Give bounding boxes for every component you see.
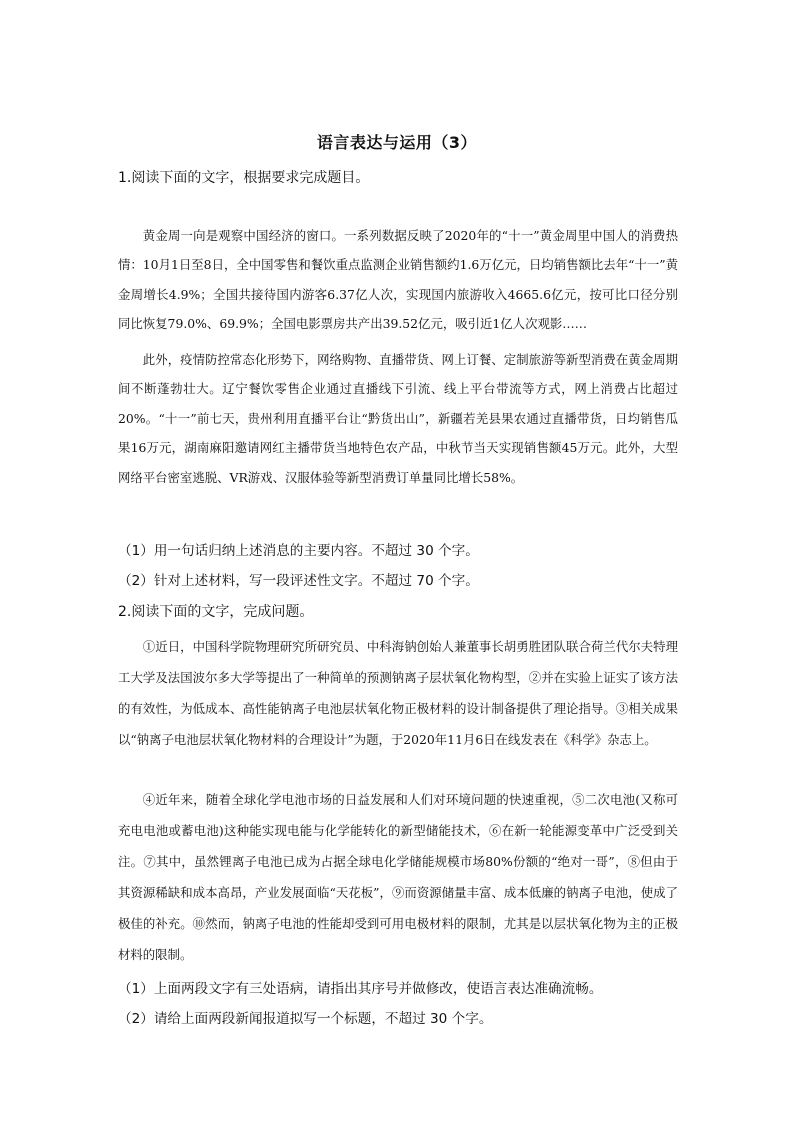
question-1-heading: 1.阅读下面的文字，根据要求完成题目。 <box>118 170 370 186</box>
question-2-paragraph-1: ①近日，中国科学院物理研究所研究员、中科海钠创始人兼董事长胡勇胜团队联合荷兰代尔夫特理工大学及法国波尔多大学等提出了一种简单的预测钠离子层状氧化物构型，②并在实验上证实了该方法的有效性，为低成本、高性能钠离子电池层状氧化物正极材料的设计制备提供了理论指导。③相关成果以“钠离子电池层状氧化物材料的合理设计”为题，于2020年11月6日在线发表在《科学》杂志上。 <box>118 639 678 747</box>
question-2-heading: 2.阅读下面的文字，完成问题。 <box>118 604 314 620</box>
question-1-subquestion-1: （1）用一句话归纳上述消息的主要内容。不超过 30 个字。 <box>118 543 479 559</box>
page-title: 语言表达与运用（3） <box>316 133 478 152</box>
question-2-subquestion-1: （1）上面两段文字有三处语病，请指出其序号并做修改，使语言表达准确流畅。 <box>118 981 603 997</box>
question-1-paragraph-1: 黄金周一向是观察中国经济的窗口。一系列数据反映了2020年的“十一”黄金周里中国人的消费热情：10月1日至8日，全中国零售和餐饮重点监测企业销售额约1.6万亿元，日均销售额比去年“十一”黄金周增长4.9%；全国共接待国内游客6.37亿人次，实现国内旅游收入4665.6亿元，按可比口径分别同比恢复79.0%、69.9%；全国电影票房共产出39.52亿元，吸引近1亿人次观影…… <box>118 228 678 332</box>
question-1-paragraph-2: 此外，疫情防控常态化形势下，网络购物、直播带货、网上订餐、定制旅游等新型消费在黄金周期间不断蓬勃壮大。辽宁餐饮零售企业通过直播线下引流、线上平台带流等方式，网上消费占比超过20%。“十一”前七天，贵州利用直播平台让“黔货出山”，新疆若羌县果农通过直播带货，日均销售瓜果16万元，湖南麻阳邀请网红主播带货当地特色农产品，中秋节当天实现销售额45万元。此外，大型网络平台密室逃脱、VR游戏、汉服体验等新型消费订单量同比增长58%。 <box>118 352 678 485</box>
question-2-paragraph-2: ④近年来，随着全球化学电池市场的日益发展和人们对环境问题的快速重视，⑤二次电池(又称可充电电池或蓄电池)这种能实现电能与化学能转化的新型储能技术，⑥在新一轮能源变革中广泛受到关注。⑦其中，虽然锂离子电池已成为占据全球电化学储能规模市场80%份额的“绝对一哥”，⑧但由于其资源稀缺和成本高昂，产业发展面临“天花板”，⑨而资源储量丰富、成本低廉的钠离子电池，使成了极佳的补充。⑩然而，钠离子电池的性能却受到可用电极材料的限制，尤其是以层状氧化物为主的正极材料的限制。 <box>118 792 678 962</box>
question-2-subquestion-2: （2）请给上面两段新闻报道拟写一个标题，不超过 30 个字。 <box>118 1011 493 1027</box>
question-1-subquestion-2: （2）针对上述材料，写一段评述性文字。不超过 70 个字。 <box>118 573 479 589</box>
